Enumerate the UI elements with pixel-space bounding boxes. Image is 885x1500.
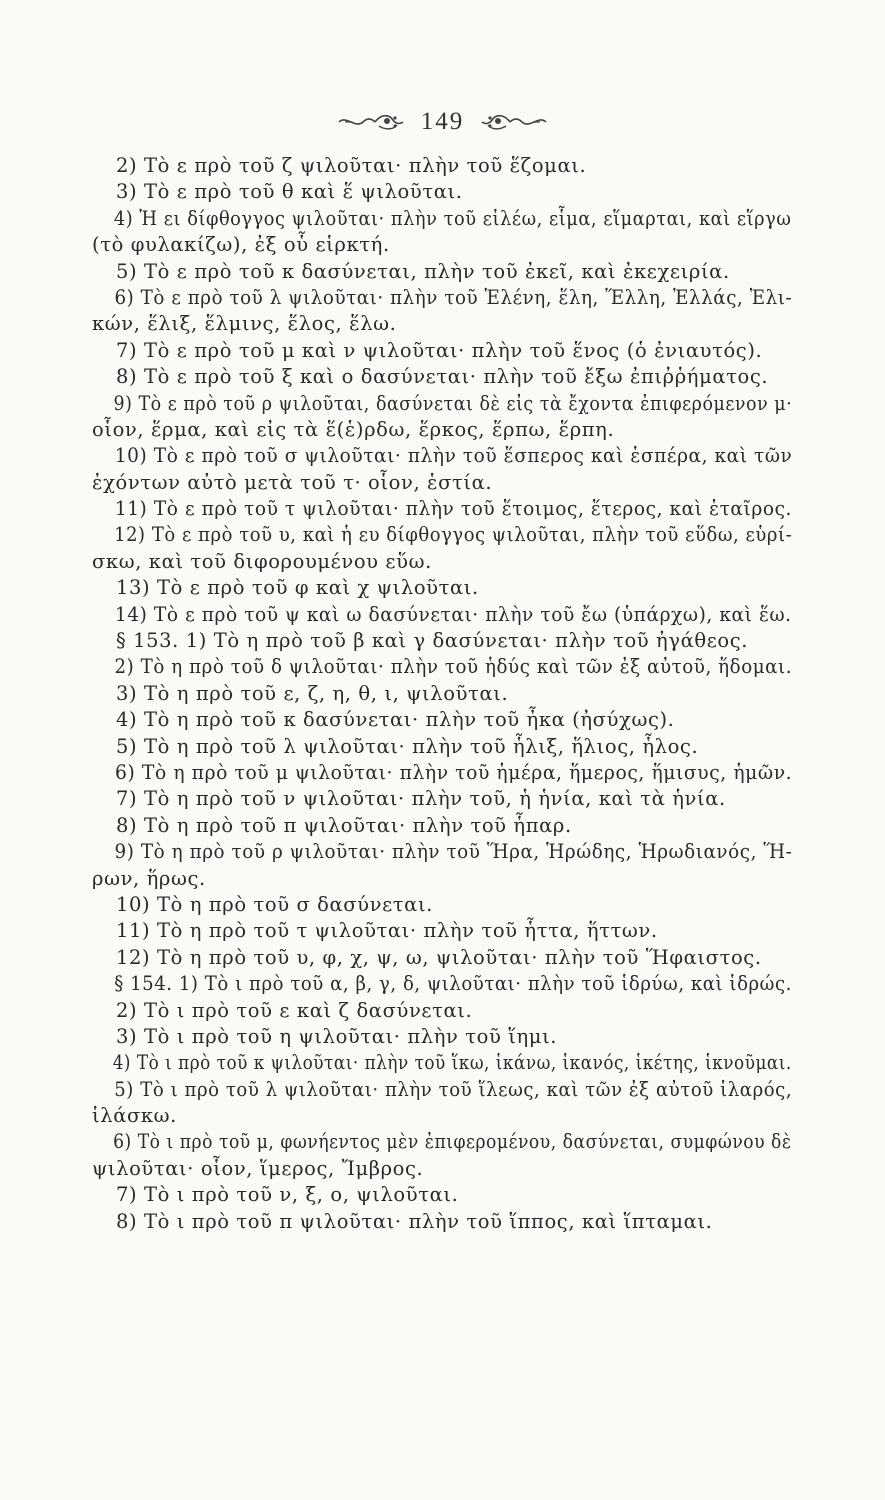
text-line: 12) Τὸ η πρὸ τοῦ υ, φ, χ, ψ, ω, ψιλοῦται· πλὴν τοῦ Ἥφαιστος. [116, 945, 762, 969]
text-line: § 154. 1) Τὸ ι πρὸ τοῦ α, β, γ, δ, ψιλοῦται· πλὴν τοῦ ἱδρύω, καὶ ἱδρώς. [114, 972, 792, 996]
text-line: 2) Τὸ ε πρὸ τοῦ ζ ψιλοῦται· πλὴν τοῦ ἕζομαι. [116, 154, 587, 177]
text-line: 3) Τὸ η πρὸ τοῦ ε, ζ, η, θ, ι, ψιλοῦται. [116, 681, 509, 705]
text-line: ἱλάσκω. [92, 1104, 177, 1128]
body-text [92, 153, 792, 1235]
text-line: σκω, καὶ τοῦ διφορουμένου εὕω. [92, 549, 432, 573]
text-line: 3) Τὸ ε πρὸ τοῦ θ καὶ ἕ ψιλοῦται. [116, 180, 463, 204]
text-line: 13) Τὸ ε πρὸ τοῦ φ καὶ χ ψιλοῦται. [116, 576, 479, 600]
page-number: 149 [420, 108, 465, 135]
text-line: 10) Τὸ η πρὸ τοῦ σ δασύνεται. [116, 892, 433, 916]
text-line: ἐχόντων αὐτὸ μετὰ τοῦ τ· οἷον, ἑστία. [92, 470, 493, 494]
text-line: (τὸ φυλακίζω), ἐξ οὗ εἱρκτή. [92, 233, 390, 257]
page-header [0, 102, 885, 142]
text-line: 4) Τὸ η πρὸ τοῦ κ δασύνεται· πλὴν τοῦ ἦκα (ἠσύχως). [116, 708, 675, 732]
text-line: 3) Τὸ ι πρὸ τοῦ η ψιλοῦται· πλὴν τοῦ ἵημι. [116, 1024, 558, 1048]
text-line: 6) Τὸ ι πρὸ τοῦ μ, φωνήεντος μὲν ἐπιφερομένου, δασύνεται, συμφώνου δὲ [113, 1130, 792, 1154]
text-line: 10) Τὸ ε πρὸ τοῦ σ ψιλοῦται· πλὴν τοῦ ἕσπερος καὶ ἑσπέρα, καὶ τῶν [114, 444, 793, 468]
ornament-right-icon [478, 111, 548, 133]
text-line: 5) Τὸ ι πρὸ τοῦ λ ψιλοῦται· πλὴν τοῦ ἵλεως, καὶ τῶν ἐξ αὐτοῦ ἱλαρός, [114, 1077, 793, 1101]
text-line: ρων, ἥρως. [92, 866, 206, 890]
text-line: 8) Τὸ η πρὸ τοῦ π ψιλοῦται· πλὴν τοῦ ἧπαρ. [116, 813, 572, 837]
ornament-left-icon [337, 111, 407, 133]
text-line: 12) Τὸ ε πρὸ τοῦ υ, καὶ ἡ ευ δίφθογγος ψιλοῦται, πλὴν τοῦ εὕδω, εὑρί- [114, 523, 793, 547]
text-line: 2) Τὸ η πρὸ τοῦ δ ψιλοῦται· πλὴν τοῦ ἡδύς καὶ τῶν ἐξ αὐτοῦ, ἥδομαι. [114, 655, 793, 679]
text-line: 4) Τὸ ι πρὸ τοῦ κ ψιλοῦται· πλὴν τοῦ ἵκω, ἱκάνω, ἱκανός, ἱκέτης, ἱκνοῦμαι. [112, 1051, 792, 1075]
text-line: οἷον, ἕρμα, καὶ εἰς τὰ ἕ(ἑ)ρδω, ἕρκος, ἕρπω, ἕρπη. [92, 417, 615, 441]
text-line: 8) Τὸ ε πρὸ τοῦ ξ καὶ ο δασύνεται· πλὴν τοῦ ἔξω ἐπιῤῥήματος. [116, 365, 769, 389]
text-line: 11) Τὸ η πρὸ τοῦ τ ψιλοῦται· πλὴν τοῦ ἧττα, ἥττων. [116, 919, 658, 943]
text-line: 5) Τὸ ε πρὸ τοῦ κ δασύνεται, πλὴν τοῦ ἐκεῖ, καὶ ἐκεχειρία. [116, 259, 730, 283]
text-line: ψιλοῦται· οἷον, ἵμερος, Ἴμβρος. [92, 1156, 424, 1180]
text-line: 8) Τὸ ι πρὸ τοῦ π ψιλοῦται· πλὴν τοῦ ἵππος, καὶ ἵπταμαι. [116, 1209, 713, 1233]
text-line: 9) Τὸ ε πρὸ τοῦ ρ ψιλοῦται, δασύνεται δὲ εἰς τὰ ἔχοντα ἐπιφερόμενον μ· [113, 391, 793, 415]
text-line: 4) Ἡ ει δίφθογγος ψιλοῦται· πλὴν τοῦ εἱλέω, εἷμα, εἵμαρται, καὶ εἵργω [113, 206, 792, 230]
text-line: 7) Τὸ ι πρὸ τοῦ ν, ξ, ο, ψιλοῦται. [116, 1183, 459, 1207]
text-line: 11) Τὸ ε πρὸ τοῦ τ ψιλοῦται· πλὴν τοῦ ἕτοιμος, ἕτερος, καὶ ἑταῖρος. [114, 497, 793, 521]
text-line: 6) Τὸ η πρὸ τοῦ μ ψιλοῦται· πλὴν τοῦ ἡμέρα, ἥμερος, ἥμισυς, ἡμῶν. [115, 760, 793, 784]
text-line: 7) Τὸ η πρὸ τοῦ ν ψιλοῦται· πλὴν τοῦ, ἡ ἡνία, καὶ τὰ ἡνία. [116, 787, 726, 811]
text-line: 7) Τὸ ε πρὸ τοῦ μ καὶ ν ψιλοῦται· πλὴν τοῦ ἕνος (ὁ ἐνιαυτός). [116, 338, 763, 362]
text-line: 6) Τὸ ε πρὸ τοῦ λ ψιλοῦται· πλὴν τοῦ Ἑλένη, ἕλη, Ἕλλη, Ἑλλάς, Ἑλι- [114, 285, 793, 309]
text-line: 2) Τὸ ι πρὸ τοῦ ε καὶ ζ δασύνεται. [116, 998, 473, 1022]
text-line: § 153. 1) Τὸ η πρὸ τοῦ β καὶ γ δασύνεται· πλὴν τοῦ ἠγάθεος. [116, 629, 749, 653]
text-line: 9) Τὸ η πρὸ τοῦ ρ ψιλοῦται· πλὴν τοῦ Ἥρα, Ἡρώδης, Ἡρωδιανός, Ἥ- [114, 840, 793, 864]
text-line: κών, ἕλιξ, ἕλμινς, ἕλος, ἕλω. [92, 312, 397, 336]
text-line: 5) Τὸ η πρὸ τοῦ λ ψιλοῦται· πλὴν τοῦ ἧλιξ, ἥλιος, ἧλος. [116, 734, 699, 758]
text-line: 14) Τὸ ε πρὸ τοῦ ψ καὶ ω δασύνεται· πλὴν τοῦ ἔω (ὑπάρχω), καὶ ἕω. [114, 602, 792, 626]
